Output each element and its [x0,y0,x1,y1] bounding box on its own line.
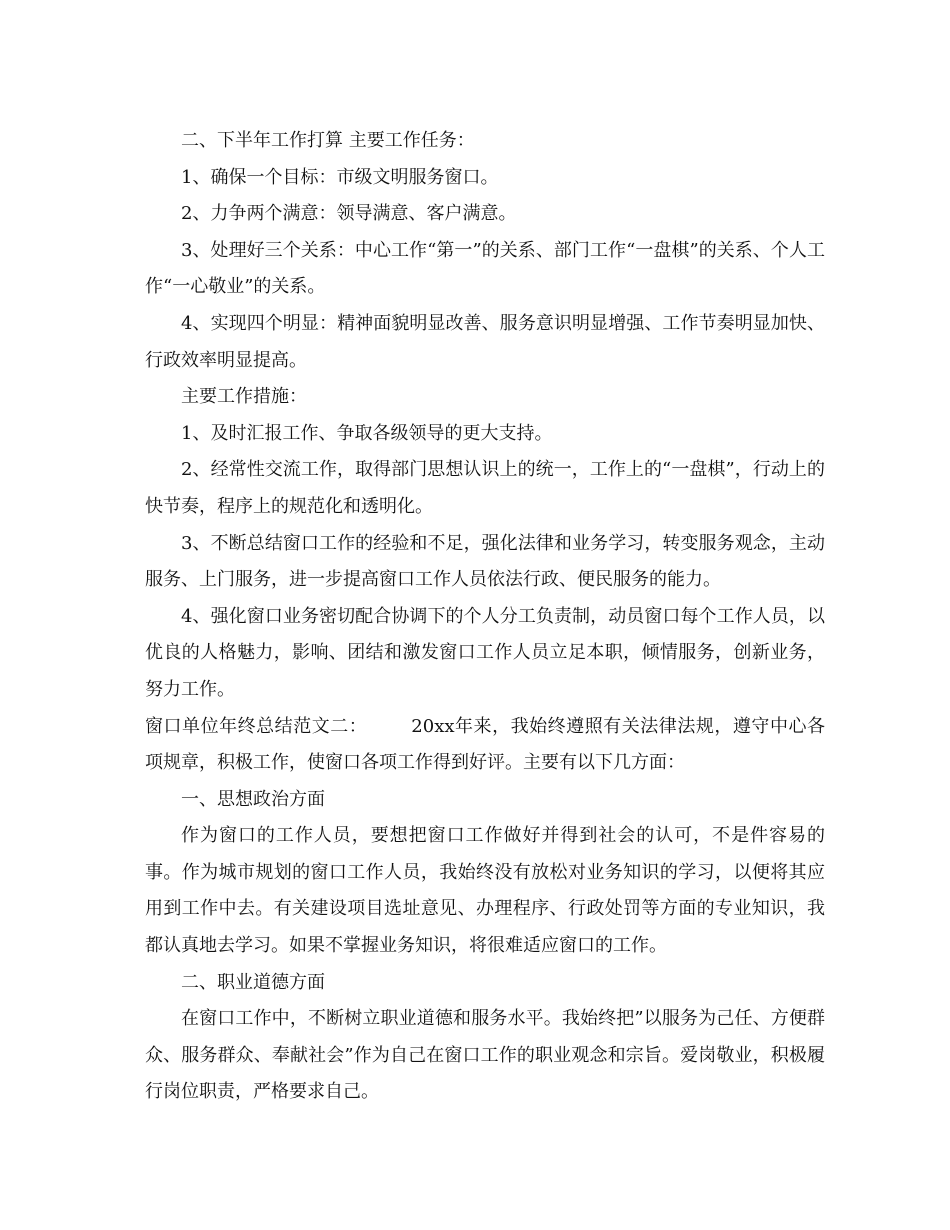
paragraph-5: 4、实现四个明显：精神面貌明显改善、服务意识明显增强、工作节奏明显加快、行政效率明显提高。 [145,312,825,371]
paragraph-1: 二、下半年工作打算 主要工作任务： [181,130,475,151]
document-body [145,123,825,1111]
paragraph-10: 4、强化窗口业务密切配合协调下的个人分工负责制，动员窗口每个工作人员，以优良的人格魅力，影响、团结和激发窗口工作人员立足本职，倾情服务，创新业务，努力工作。 [145,605,825,700]
paragraph-7: 1、及时汇报工作、争取各级领导的更大支持。 [181,422,553,444]
paragraph-6: 主要工作措施： [181,386,307,408]
paragraph-9: 3、不断总结窗口工作的经验和不足，强化法律和业务学习，转变服务观念，主动服务、上门服务，进一步提高窗口工作人员依法行政、便民服务的能力。 [145,532,825,591]
paragraph-4: 3、处理好三个关系：中心工作“第一”的关系、部门工作“一盘棋”的关系、个人工作“一心敬业”的关系。 [145,239,825,298]
paragraph-8: 2、经常性交流工作，取得部门思想认识上的统一，工作上的“一盘棋”，行动上的快节奏，程序上的规范化和透明化。 [145,459,825,517]
paragraph-14: 在窗口工作中，不断树立职业道德和服务水平。我始终把”以服务为己任、方便群众、服务群众、奉献社会”作为自己在窗口工作的职业观念和宗旨。爱岗敬业，积极履行岗位职责，严格要求自己。 [145,1008,825,1103]
paragraph-3: 2、力争两个满意：领导满意、客户满意。 [181,203,517,225]
paragraph-12: 作为窗口的工作人员，要想把窗口工作做好并得到社会的认可，不是件容易的事。作为城市规划的窗口工作人员，我始终没有放松对业务知识的学习，以便将其应用到工作中去。有关建设项目选址意见、办理程序、行政处罚等方面的专业知识，我都认真地去学习。如果不掌握业务知识，将很难适应窗口的工作。 [145,825,825,957]
paragraph-2: 1、确保一个目标：市级文明服务窗口。 [181,166,499,188]
section-2-heading: 窗口单位年终总结范文二： [145,715,368,737]
paragraph-11: 一、思想政治方面 [181,788,325,810]
paragraph-13: 二、职业道德方面 [181,971,325,993]
section-2-paragraph [145,709,825,782]
section-2-intro: 20xx年来，我始终遵照有关法律法规，遵守中心各项规章，积极工作，使窗口各项工作得到好评。主要有以下几方面： [145,715,825,774]
